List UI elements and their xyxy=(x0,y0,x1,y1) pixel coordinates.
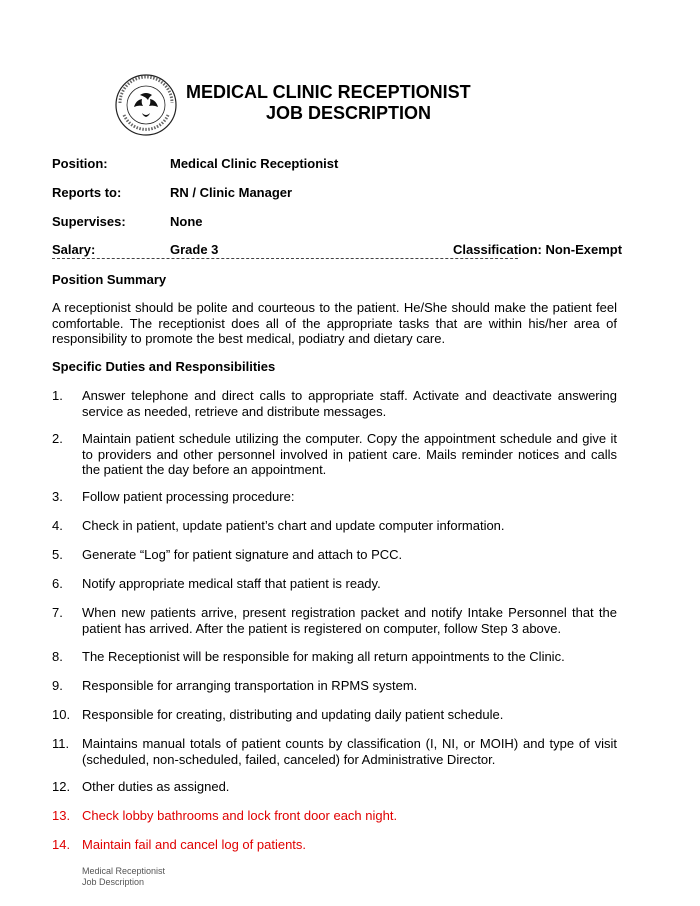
duty-number: 10. xyxy=(52,707,71,722)
duty-text: Check in patient, update patient’s chart and update computer information. xyxy=(82,518,505,533)
duty-number: 8. xyxy=(52,649,63,664)
duty-number: 3. xyxy=(52,489,63,504)
duty-number: 6. xyxy=(52,576,63,591)
document-title xyxy=(186,82,516,124)
duty-text: Maintains manual totals of patient counts by classification (I, NI, or MOIH) and type of visit (scheduled, non-scheduled, failed, canceled) for Administrative Director. xyxy=(82,736,617,767)
page-footer xyxy=(82,866,165,888)
position-value: Medical Clinic Receptionist xyxy=(170,156,339,171)
classification-value: Classification: Non-Exempt xyxy=(453,242,623,257)
salary-value: Grade 3 xyxy=(170,242,219,257)
duty-text: Other duties as assigned. xyxy=(82,779,230,794)
footer-line-2: Job Description xyxy=(82,877,145,887)
duty-number: 7. xyxy=(52,605,63,620)
position-summary-text: A receptionist should be polite and courteous to the patient. He/She should make the patient feel comfortable. The receptionist does all of the appropriate tasks that are within his/her area of responsibility to promote the best medical, podiatry and dietary care. xyxy=(52,300,617,346)
duty-text: Responsible for arranging transportation in RPMS system. xyxy=(82,678,418,693)
duty-number: 11. xyxy=(52,736,70,751)
duty-number: 5. xyxy=(52,547,63,562)
duty-number: 13. xyxy=(52,808,71,823)
duty-number: 1. xyxy=(52,388,63,403)
dashed-divider xyxy=(52,258,518,259)
position-label: Position: xyxy=(52,156,108,171)
duty-text: The Receptionist will be responsible for making all return appointments to the Clinic. xyxy=(82,649,565,664)
title-line-1: MEDICAL CLINIC RECEPTIONIST xyxy=(186,82,471,102)
title-line-2: JOB DESCRIPTION xyxy=(266,103,432,123)
duty-number: 2. xyxy=(52,431,63,446)
duty-text: Maintain fail and cancel log of patients. xyxy=(82,837,307,852)
reports-to-value: RN / Clinic Manager xyxy=(170,185,293,200)
salary-label: Salary: xyxy=(52,242,96,257)
duty-number: 9. xyxy=(52,678,63,693)
duty-text: Follow patient processing procedure: xyxy=(82,489,295,504)
duty-text: Generate “Log” for patient signature and attach to PCC. xyxy=(82,547,403,562)
organization-seal-logo xyxy=(114,73,178,137)
supervises-label: Supervises: xyxy=(52,214,126,229)
reports-to-label: Reports to: xyxy=(52,185,122,200)
duty-text: Maintain patient schedule utilizing the computer. Copy the appointment schedule and give it to providers and other personnel involved in patient care. Mails reminder notices and calls the patient the day before an appointment. xyxy=(82,431,617,477)
duty-number: 4. xyxy=(52,518,63,533)
footer-line-1: Medical Receptionist xyxy=(82,866,166,876)
duty-text: Notify appropriate medical staff that patient is ready. xyxy=(82,576,381,591)
duty-text: Responsible for creating, distributing and updating daily patient schedule. xyxy=(82,707,504,722)
duty-text: When new patients arrive, present registration packet and notify Intake Personnel that the patient has arrived. After the patient is registered on computer, follow Step 3 above. xyxy=(82,605,617,636)
duty-text: Check lobby bathrooms and lock front door each night. xyxy=(82,808,398,823)
position-summary-heading: Position Summary xyxy=(52,272,167,287)
duties-heading: Specific Duties and Responsibilities xyxy=(52,359,276,374)
duty-number: 12. xyxy=(52,779,71,794)
duty-text: Answer telephone and direct calls to appropriate staff. Activate and deactivate answering service as needed, retrieve and distribute messages. xyxy=(82,388,617,419)
supervises-value: None xyxy=(170,214,203,229)
duty-number: 14. xyxy=(52,837,71,852)
